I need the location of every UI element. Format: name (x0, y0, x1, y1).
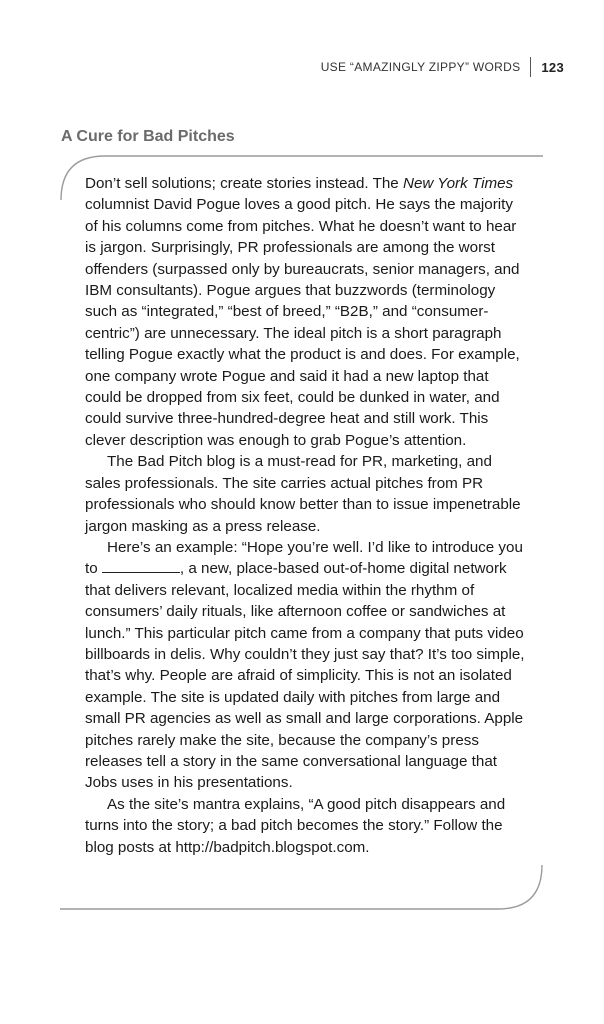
publication-name: New York Times (402, 175, 514, 192)
page-number: 123 (541, 59, 564, 75)
sidebar-paragraph-2: The Bad Pitch blog is a must-read for PR, marketing, and sales professionals. The site carries actual pitches from PR professionals who should know better than to issue impenetrable jargon masking as a press release. (85, 453, 521, 535)
running-header-chapter-title: USE “AMAZINGLY ZIPPY” WORDS (320, 60, 521, 74)
redacted-name-blank (102, 558, 180, 573)
running-header (321, 57, 564, 77)
sidebar-paragraph-1: Don’t sell solutions; create stories instead. The New York Times columnist David Pogue loves a good pitch. He says the majority of his columns come from pitches. What he doesn’t want to hear is jargon. Surprisingly, PR professionals are among the worst offenders (surpassed only by bureaucrats, senior managers, and IBM consultants). Pogue argues that buzzwords (terminology such as “integrated,” “best of breed,” “B2B,” and “consumer-centric”) are unnecessary. The ideal pitch is a short paragraph telling Pogue exactly what the product is and does. For example, one company wrote Pogue and said it had a new laptop that could be dropped from six feet, could be dunked in water, and could survive three-hundred-degree heat and still work. This clever description was enough to grab Pogue’s attention. (85, 175, 520, 449)
sidebar-paragraph-3: Here’s an example: “Hope you’re well. I’d like to introduce you to , a new, place-based out-of-home digital network that delivers relevant, localized media within the rhythm of consumers’ daily rituals, like afternoon coffee or sandwiches at lunch.” This particular pitch came from a company that puts video billboards in delis. Why couldn’t they just say that? It’s too simple, that’s why. People are afraid of simplicity. This is not an isolated example. The site is updated daily with pitches from large and small PR agencies as well as small and large corporations. Apple pitches rarely make the site, because the company’s press releases tell a story in the same conversational language that Jobs uses in his presentations. (85, 538, 525, 792)
sidebar-frame-bottom-rule (60, 865, 542, 909)
sidebar-body (85, 173, 525, 858)
sidebar-paragraph-4: As the site’s mantra explains, “A good pitch disappears and turns into the story; a bad pitch becomes the story.” Follow the blog posts at http://badpitch.blogspot.com. (85, 795, 506, 856)
sidebar-title: A Cure for Bad Pitches (61, 128, 235, 145)
